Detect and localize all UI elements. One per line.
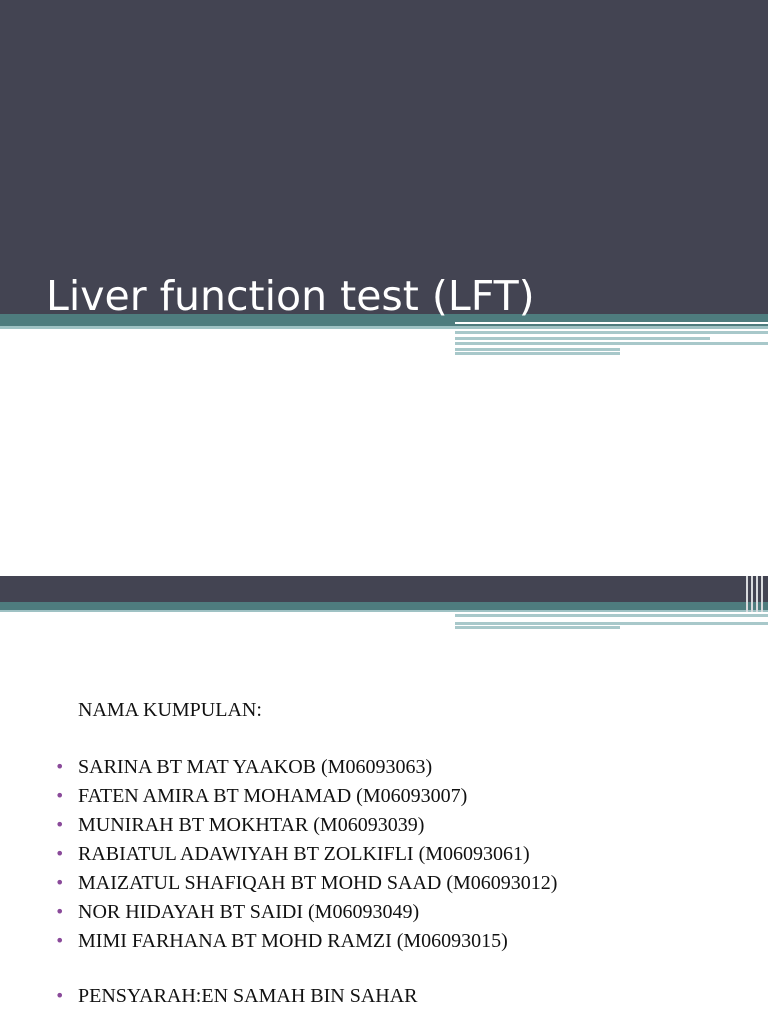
bullet-icon: • [55, 931, 65, 950]
decor-stripe [455, 622, 768, 625]
member-text: NOR HIDAYAH BT SAIDI (M06093049) [78, 901, 420, 923]
decor-stripe [455, 322, 768, 324]
decor-vbar [761, 576, 763, 612]
slide-title: Liver function test (LFT) [46, 272, 535, 320]
decor-stripe [455, 348, 620, 351]
lecturer-text: PENSYARAH:EN SAMAH BIN SAHAR [78, 985, 418, 1007]
content-dark-band [0, 576, 768, 602]
bullet-icon: • [55, 844, 65, 863]
member-text: MUNIRAH BT MOKHTAR (M06093039) [78, 814, 425, 836]
title-dark-band [0, 0, 768, 314]
content-light-line [0, 610, 768, 612]
bullet-icon: • [55, 786, 65, 805]
decor-stripe [455, 331, 768, 334]
decor-stripe [455, 618, 710, 620]
content-teal-band [0, 602, 768, 610]
bullet-icon: • [55, 815, 65, 834]
member-text: FATEN AMIRA BT MOHAMAD (M06093007) [78, 785, 468, 807]
decor-vbar [756, 576, 758, 612]
title-light-line [0, 326, 768, 329]
bullet-icon: • [55, 873, 65, 892]
decor-vbar [751, 576, 753, 612]
content-slide [0, 576, 768, 1024]
decor-stripe [455, 337, 710, 340]
decor-stripe [455, 352, 620, 355]
member-text: MAIZATUL SHAFIQAH BT MOHD SAAD (M06093012) [78, 872, 558, 894]
bullet-icon: • [55, 986, 65, 1005]
bullet-icon: • [55, 902, 65, 921]
member-text: MIMI FARHANA BT MOHD RAMZI (M06093015) [78, 930, 508, 952]
decor-vbar [746, 576, 748, 612]
member-text: SARINA BT MAT YAAKOB (M06093063) [78, 756, 433, 778]
decor-stripe [455, 614, 768, 617]
group-heading: NAMA KUMPULAN: [78, 699, 262, 721]
bullet-icon: • [55, 757, 65, 776]
decor-stripe [455, 342, 768, 345]
member-text: RABIATUL ADAWIYAH BT ZOLKIFLI (M06093061) [78, 843, 530, 865]
decor-stripe [455, 626, 620, 629]
